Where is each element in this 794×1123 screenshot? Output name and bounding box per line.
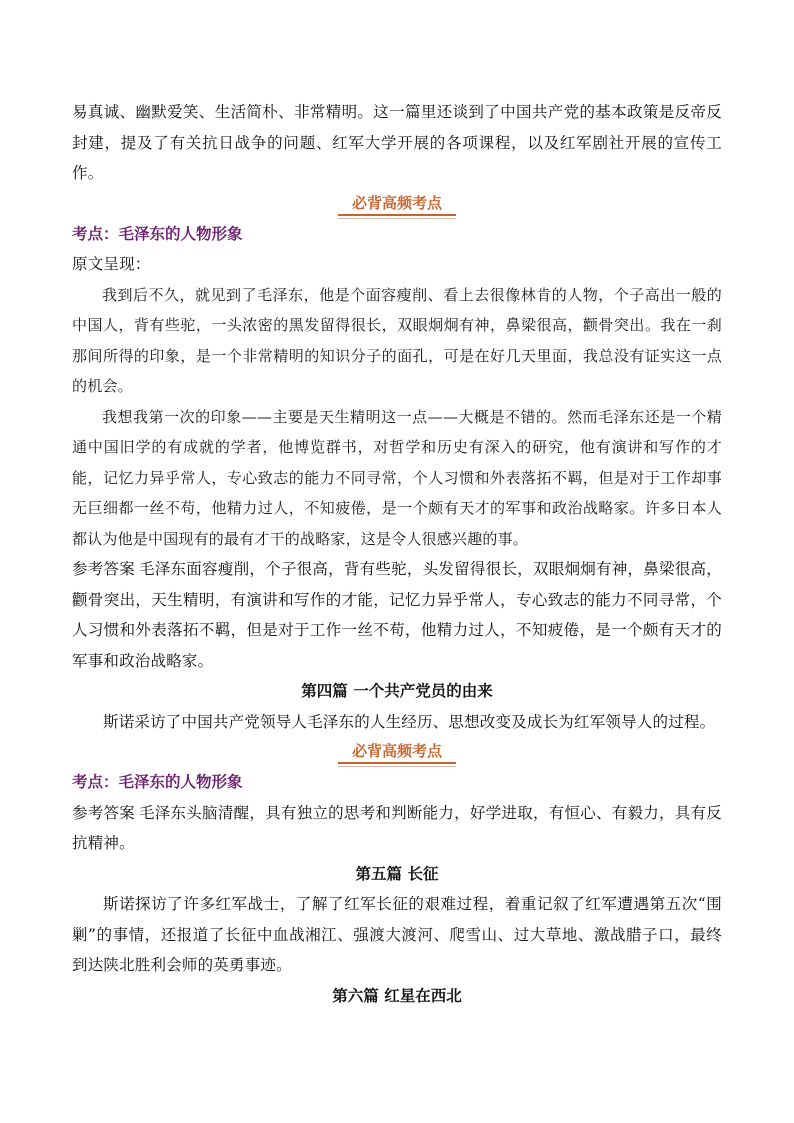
chapter-5-summary: 斯诺探访了许多红军战士，了解了红军长征的艰难过程，着重记叙了红军遭遇第五次“围剿”的事情，还报道了长征中血战湘江、强渡大渡河、爬雪山、过大草地、激战腊子口，最终到达陕北胜利会师的英勇事迹。: [72, 895, 722, 974]
answer-label: 参考答案: [72, 560, 136, 578]
answer-text: 毛泽东头脑清醒，具有独立的思考和判断能力，好学进取，有恒心、有毅力，具有反抗精神。: [72, 803, 722, 852]
high-frequency-banner-2: [72, 737, 722, 767]
answer-text: 毛泽东面容瘦削，个子很高，背有些驼，头发留得很长，双眼炯炯有神，鼻梁很高，颧骨突出，天生精明，有演讲和写作的才能，记忆力异乎常人，专心致志的能力不同寻常，个人习惯和外表落拓不羁，但是对于工作一丝不苟，他精力过人，不知疲倦，是一个颇有天才的军事和政治战略家。: [72, 560, 722, 670]
exam-point-title: 考点：毛泽东的人物形象: [72, 223, 243, 243]
quote-paragraph-2: 我想我第一次的印象——主要是天生精明这一点——大概是不错的。然而毛泽东还是一个精通中国旧学的有成就的学者，他博览群书，对哲学和历史有深入的研究，他有演讲和写作的才能，记忆力异乎常人，专心致志的能力不同寻常，个人习惯和外表落拓不羁，但是对于工作却事无巨细都一丝不苟，他精力过人，不知疲倦，是一个颇有天才的军事和政治战略家。许多日本人都认为他是中国现有的最有才干的战略家，这是令人很感兴趣的事。: [72, 407, 722, 548]
chapter-5-heading: 第五篇 长征: [355, 863, 439, 883]
quote-paragraph-1: 我到后不久，就见到了毛泽东，他是个面容瘦削、看上去很像林肯的人物，个子高出一般的中国人，背有些驼，一头浓密的黑发留得很长，双眼炯炯有神，鼻梁很高，颧骨突出。我在一刹那间所得的印象，是一个非常精明的知识分子的面孔，可是在好几天里面，我总没有证实这一点的机会。: [72, 285, 722, 395]
chapter-4-summary: 斯诺采访了中国共产党领导人毛泽东的人生经历、思想改变及成长为红军领导人的过程。: [103, 712, 716, 731]
banner-label: 必背高频考点: [338, 740, 456, 764]
answer-label: 参考答案: [72, 803, 136, 822]
reference-answer-1: [72, 554, 722, 676]
intro-paragraph: 易真诚、幽默爱笑、生活简朴、非常精明。这一篇里还谈到了中国共产党的基本政策是反帝反封建，提及了有关抗日战争的问题、红军大学开展的各项课程，以及红军剧社开展的宣传工作。: [72, 103, 722, 182]
reference-answer-2: [72, 798, 722, 859]
source-label: 原文呈现：: [72, 255, 151, 273]
chapter-4-heading: 第四篇 一个共产党员的由来: [301, 681, 493, 700]
exam-point-title: 考点：毛泽东的人物形象: [72, 772, 243, 791]
chapter-6-heading: 第六篇 红星在西北: [332, 985, 462, 1005]
high-frequency-banner-1: [72, 189, 722, 219]
banner-label: 必背高频考点: [338, 192, 456, 216]
